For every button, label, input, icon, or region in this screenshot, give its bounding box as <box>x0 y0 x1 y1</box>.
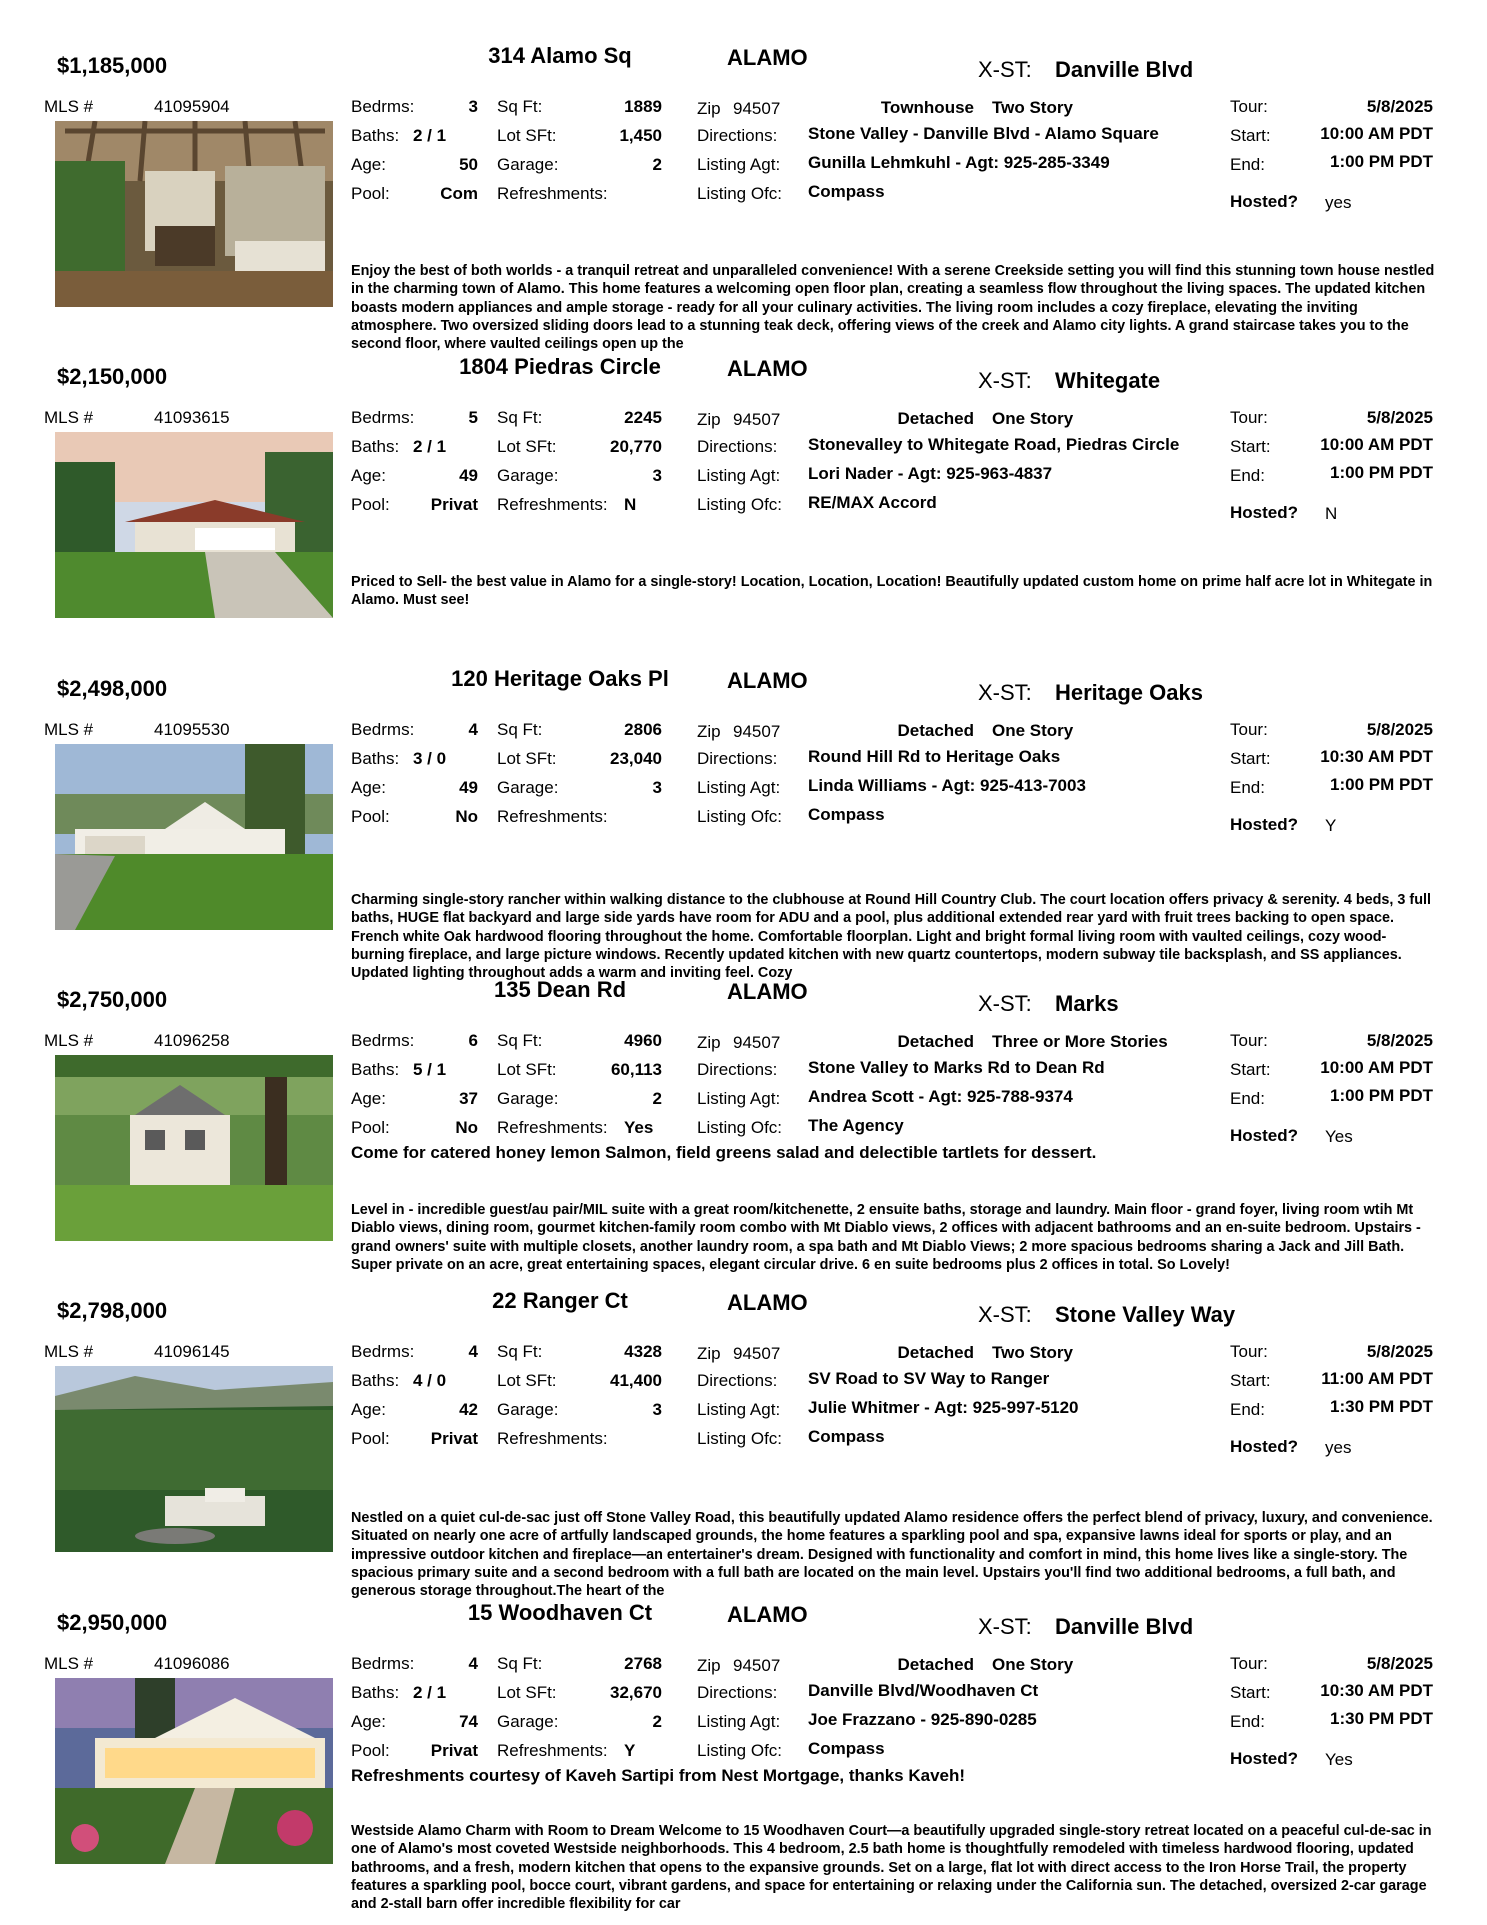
tour-date: 5/8/2025 <box>1366 1031 1433 1050</box>
hosted-value: Y <box>1325 816 1337 835</box>
directions-value: Round Hill Rd to Heritage Oaks <box>808 747 1061 766</box>
bedrooms-label: Bedrms: <box>351 1342 415 1361</box>
baths-value: 2 / 1 <box>413 437 447 456</box>
tour-label: Tour: <box>1230 1342 1268 1361</box>
start-time: 10:00 AM PDT <box>1320 435 1433 454</box>
pool-label: Pool: <box>351 1429 390 1448</box>
cross-street-value: Heritage Oaks <box>1055 680 1203 705</box>
listing-city: ALAMO <box>727 979 808 1004</box>
property-type: Detached <box>897 1343 974 1362</box>
listing-address: 135 Dean Rd <box>493 977 627 1002</box>
bedrooms-value: 4 <box>468 1654 478 1673</box>
lot-sqft-label: Lot SFt: <box>497 1060 557 1079</box>
end-label: End: <box>1230 1400 1265 1419</box>
lot-sqft-value: 60,113 <box>610 1060 662 1079</box>
garage-label: Garage: <box>497 155 559 174</box>
directions-value: SV Road to SV Way to Ranger <box>808 1369 1050 1388</box>
hosted-label: Hosted? <box>1230 1749 1298 1768</box>
lot-sqft-label: Lot SFt: <box>497 126 557 145</box>
listing-agent-value: Linda Williams - Agt: 925-413-7003 <box>808 776 1086 795</box>
listing-price: $2,498,000 <box>57 676 168 701</box>
lot-sqft-label: Lot SFt: <box>497 749 557 768</box>
start-time: 10:30 AM PDT <box>1320 747 1433 766</box>
hosted-value: yes <box>1325 193 1352 212</box>
tour-label: Tour: <box>1230 1031 1268 1050</box>
refreshments-value: N <box>624 495 637 514</box>
property-stories: One Story <box>992 409 1074 428</box>
listing-city: ALAMO <box>727 1290 808 1315</box>
age-value: 42 <box>459 1400 478 1419</box>
pool-value: Privat <box>430 495 478 514</box>
listing-description: Level in - incredible guest/au pair/MIL suite with a great room/kitchenette, 2 ensuite baths, storage and laundry. Main floor - grand foyer, living room wtih Mt Diablo views, dining room, gourmet kitchen-family room combo with Mt Diablo views, 2 offices with adjacent bathrooms and an en-suite bedroom. Upstairs - grand owners' suite with multiple closets, another laundry room, a spa bath and Mt Diablo Views; 2 more spacious bedrooms sharing a Jack and Jill Bath. Super private on an acre, great entertaining spaces, elegant circular drive. 6 en suite bedrooms plus 2 offices in total. So Lovely! <box>351 1202 1421 1273</box>
listing-card-2 <box>0 334 1487 639</box>
sqft-label: Sq Ft: <box>497 1031 543 1050</box>
listing-office-label: Listing Ofc: <box>697 807 783 826</box>
listing-price: $2,950,000 <box>57 1610 168 1635</box>
listing-city: ALAMO <box>727 1602 808 1627</box>
directions-label: Directions: <box>697 437 778 456</box>
baths-label: Baths: <box>351 1371 400 1390</box>
listing-address: 314 Alamo Sq <box>488 43 632 68</box>
directions-value: Stonevalley to Whitegate Road, Piedras Circle <box>808 435 1180 454</box>
listing-city: ALAMO <box>727 356 808 381</box>
refreshments-label: Refreshments: <box>497 1741 608 1760</box>
refreshments-label: Refreshments: <box>497 1429 608 1448</box>
garage-value: 2 <box>652 1089 662 1108</box>
cross-street-label: X-ST: <box>978 680 1032 705</box>
bedrooms-value: 4 <box>468 720 478 739</box>
end-label: End: <box>1230 155 1265 174</box>
tour-date: 5/8/2025 <box>1366 720 1433 739</box>
listing-description: Nestled on a quiet cul-de-sac just off Stone Valley Road, this beautifully updated Alamo residence offers the perfect blend of privacy, luxury, and convenience. Situated on nearly one acre of artfully landscaped grounds, the home features a sparkling pool and spa, expansive lawns ideal for sports or play, and an impressive outdoor kitchen and fireplace—an entertainer's dream. Designed with functionality and comfort in mind, this home lives like a single-story. The spacious primary suite and a second bedroom with a full bath are located on the main level. Upstairs you'll find two additional bedrooms, a full bath, and generous storage throughout.The heart of the <box>351 1510 1433 1600</box>
garage-value: 2 <box>652 155 662 174</box>
baths-value: 5 / 1 <box>413 1060 447 1079</box>
listing-office-label: Listing Ofc: <box>697 1429 783 1448</box>
mls-number: 41096086 <box>154 1654 230 1673</box>
sqft-value: 1889 <box>624 97 662 116</box>
bedrooms-value: 6 <box>468 1031 478 1050</box>
zip-label: Zip <box>697 410 721 429</box>
listing-agent-value: Julie Whitmer - Agt: 925-997-5120 <box>808 1398 1079 1417</box>
listing-office-label: Listing Ofc: <box>697 1118 783 1137</box>
listing-address: 15 Woodhaven Ct <box>467 1600 653 1625</box>
mls-label: MLS # <box>44 1031 94 1050</box>
listing-price: $1,185,000 <box>57 53 168 78</box>
sqft-value: 2806 <box>624 720 662 739</box>
tour-date: 5/8/2025 <box>1366 408 1433 427</box>
baths-label: Baths: <box>351 749 400 768</box>
listing-card-6 <box>0 1580 1487 1913</box>
property-type: Detached <box>897 1032 974 1051</box>
pool-value: Com <box>440 184 478 203</box>
listing-card-4 <box>0 957 1487 1273</box>
listing-office-value: Compass <box>808 182 885 201</box>
hosted-label: Hosted? <box>1230 192 1298 211</box>
age-value: 49 <box>459 778 478 797</box>
listing-office-value: Compass <box>808 1739 885 1758</box>
age-label: Age: <box>351 155 386 174</box>
cross-street-value: Danville Blvd <box>1055 57 1194 82</box>
lot-sqft-label: Lot SFt: <box>497 1683 557 1702</box>
end-label: End: <box>1230 1712 1265 1731</box>
directions-value: Stone Valley - Danville Blvd - Alamo Square <box>808 124 1159 143</box>
directions-label: Directions: <box>697 749 778 768</box>
listing-agent-label: Listing Agt: <box>697 155 781 174</box>
listing-agent-label: Listing Agt: <box>697 1400 781 1419</box>
listing-agent-value: Andrea Scott - Agt: 925-788-9374 <box>808 1087 1073 1106</box>
start-label: Start: <box>1230 749 1271 768</box>
zip-label: Zip <box>697 99 721 118</box>
bedrooms-label: Bedrms: <box>351 720 415 739</box>
property-stories: Two Story <box>992 98 1073 117</box>
start-label: Start: <box>1230 1371 1271 1390</box>
age-label: Age: <box>351 1712 386 1731</box>
pool-label: Pool: <box>351 184 390 203</box>
baths-value: 3 / 0 <box>413 749 447 768</box>
directions-value: Stone Valley to Marks Rd to Dean Rd <box>808 1058 1105 1077</box>
end-time: 1:30 PM PDT <box>1330 1397 1433 1416</box>
sqft-label: Sq Ft: <box>497 97 543 116</box>
zip-value: 94507 <box>733 99 781 118</box>
baths-value: 2 / 1 <box>413 1683 447 1702</box>
age-label: Age: <box>351 778 386 797</box>
refreshments-label: Refreshments: <box>497 495 608 514</box>
sqft-label: Sq Ft: <box>497 408 543 427</box>
listing-description: Priced to Sell- the best value in Alamo for a single-story! Location, Location, Location! Beautifully updated custom home on prime half acre lot in Whitegate in Alamo. Must see! <box>351 574 1433 609</box>
garage-value: 3 <box>652 1400 662 1419</box>
listing-price: $2,150,000 <box>57 364 168 389</box>
hosted-label: Hosted? <box>1230 503 1298 522</box>
listing-card-3 <box>0 646 1487 982</box>
garage-value: 3 <box>652 778 662 797</box>
start-time: 10:30 AM PDT <box>1320 1681 1433 1700</box>
tour-date: 5/8/2025 <box>1366 1654 1433 1673</box>
sqft-value: 4328 <box>624 1342 662 1361</box>
age-value: 74 <box>459 1712 478 1731</box>
end-label: End: <box>1230 1089 1265 1108</box>
end-time: 1:00 PM PDT <box>1330 463 1433 482</box>
tour-date: 5/8/2025 <box>1366 1342 1433 1361</box>
baths-label: Baths: <box>351 1683 400 1702</box>
start-time: 10:00 AM PDT <box>1320 1058 1433 1077</box>
listing-card-5 <box>0 1268 1487 1600</box>
hosted-value: yes <box>1325 1438 1352 1457</box>
baths-value: 2 / 1 <box>413 126 447 145</box>
pool-value: No <box>455 807 478 826</box>
property-stories: Two Story <box>992 1343 1073 1362</box>
listing-card-1 <box>0 23 1487 353</box>
start-label: Start: <box>1230 126 1271 145</box>
pool-label: Pool: <box>351 495 390 514</box>
lot-sqft-label: Lot SFt: <box>497 1371 557 1390</box>
listing-photo <box>55 1678 333 1864</box>
garage-value: 2 <box>652 1712 662 1731</box>
mls-label: MLS # <box>44 408 94 427</box>
mls-label: MLS # <box>44 1654 94 1673</box>
cross-street-label: X-ST: <box>978 1302 1032 1327</box>
sqft-label: Sq Ft: <box>497 1654 543 1673</box>
pool-label: Pool: <box>351 1118 390 1137</box>
directions-label: Directions: <box>697 1060 778 1079</box>
mls-number: 41093615 <box>154 408 230 427</box>
garage-label: Garage: <box>497 1712 559 1731</box>
garage-value: 3 <box>652 466 662 485</box>
listing-agent-label: Listing Agt: <box>697 1089 781 1108</box>
directions-label: Directions: <box>697 126 778 145</box>
property-type: Townhouse <box>880 98 974 117</box>
hosted-label: Hosted? <box>1230 1437 1298 1456</box>
lot-sqft-value: 20,770 <box>610 437 662 456</box>
end-time: 1:00 PM PDT <box>1330 152 1433 171</box>
listing-address: 22 Ranger Ct <box>492 1288 628 1313</box>
baths-label: Baths: <box>351 126 400 145</box>
property-stories: Three or More Stories <box>992 1032 1168 1051</box>
baths-label: Baths: <box>351 1060 400 1079</box>
property-stories: One Story <box>992 721 1074 740</box>
listing-address: 1804 Piedras Circle <box>459 354 661 379</box>
listing-agent-label: Listing Agt: <box>697 778 781 797</box>
cross-street-label: X-ST: <box>978 57 1032 82</box>
sqft-label: Sq Ft: <box>497 1342 543 1361</box>
tour-label: Tour: <box>1230 97 1268 116</box>
listing-description: Westside Alamo Charm with Room to Dream Welcome to 15 Woodhaven Court—a beautifully upgraded single-story retreat located on a peaceful cul-de-sac in one of Alamo's most coveted Westside neighborhoods. This 4 bedroom, 2.5 bath home is thoughtfully remodeled with timeless hardwood flooring, updated bathrooms, and a fresh, modern kitchen that opens to the expansive grounds. Set on a large, flat lot with direct access to the Iron Horse Trail, the property features a sparkling pool, bocce court, vibrant gardens, and space for entertaining or relaxing under the California sun. The detached, oversized 2-car garage and 2-stall barn offer incredible flexibility for car <box>351 1823 1432 1913</box>
cross-street-value: Whitegate <box>1055 368 1161 393</box>
refreshments-label: Refreshments: <box>497 807 608 826</box>
lot-sqft-value: 1,450 <box>619 126 662 145</box>
directions-value: Danville Blvd/Woodhaven Ct <box>808 1681 1039 1700</box>
bedrooms-label: Bedrms: <box>351 408 415 427</box>
tour-label: Tour: <box>1230 720 1268 739</box>
listing-agent-label: Listing Agt: <box>697 466 781 485</box>
listing-office-value: The Agency <box>808 1116 904 1135</box>
garage-label: Garage: <box>497 1089 559 1108</box>
hosted-value: N <box>1325 504 1338 523</box>
hosted-value: Yes <box>1325 1750 1353 1769</box>
mls-label: MLS # <box>44 1342 94 1361</box>
start-label: Start: <box>1230 437 1271 456</box>
listing-agent-label: Listing Agt: <box>697 1712 781 1731</box>
age-value: 50 <box>459 155 478 174</box>
mls-number: 41095530 <box>154 720 230 739</box>
listing-office-label: Listing Ofc: <box>697 184 783 203</box>
mls-label: MLS # <box>44 720 94 739</box>
property-type: Detached <box>897 721 974 740</box>
hosted-label: Hosted? <box>1230 1126 1298 1145</box>
lot-sqft-value: 41,400 <box>610 1371 662 1390</box>
listing-photo <box>55 1366 333 1552</box>
refreshments-value: Y <box>624 1741 636 1760</box>
lot-sqft-value: 23,040 <box>610 749 662 768</box>
listing-office-value: Compass <box>808 805 885 824</box>
zip-label: Zip <box>697 1656 721 1675</box>
pool-value: No <box>455 1118 478 1137</box>
pool-value: Privat <box>430 1429 478 1448</box>
end-label: End: <box>1230 778 1265 797</box>
end-time: 1:00 PM PDT <box>1330 775 1433 794</box>
end-label: End: <box>1230 466 1265 485</box>
cross-street-label: X-ST: <box>978 991 1032 1016</box>
start-time: 11:00 AM PDT <box>1321 1369 1433 1388</box>
hosted-label: Hosted? <box>1230 815 1298 834</box>
start-label: Start: <box>1230 1683 1271 1702</box>
age-value: 37 <box>459 1089 478 1108</box>
pool-label: Pool: <box>351 807 390 826</box>
age-label: Age: <box>351 1089 386 1108</box>
property-type: Detached <box>897 409 974 428</box>
cross-street-value: Danville Blvd <box>1055 1614 1194 1639</box>
tour-label: Tour: <box>1230 1654 1268 1673</box>
end-time: 1:00 PM PDT <box>1330 1086 1433 1105</box>
listing-office-value: Compass <box>808 1427 885 1446</box>
directions-label: Directions: <box>697 1683 778 1702</box>
hosted-value: Yes <box>1325 1127 1353 1146</box>
listing-agent-value: Joe Frazzano - 925-890-0285 <box>808 1710 1037 1729</box>
cross-street-label: X-ST: <box>978 1614 1032 1639</box>
listing-photo <box>55 744 333 930</box>
listing-city: ALAMO <box>727 45 808 70</box>
tour-date: 5/8/2025 <box>1366 97 1433 116</box>
zip-value: 94507 <box>733 1656 781 1675</box>
listing-office-value: RE/MAX Accord <box>808 493 937 512</box>
tour-label: Tour: <box>1230 408 1268 427</box>
mls-number: 41095904 <box>154 97 230 116</box>
listing-price: $2,750,000 <box>57 987 168 1012</box>
garage-label: Garage: <box>497 466 559 485</box>
zip-value: 94507 <box>733 722 781 741</box>
mls-number: 41096145 <box>154 1342 230 1361</box>
bedrooms-value: 5 <box>468 408 478 427</box>
age-label: Age: <box>351 1400 386 1419</box>
listing-remark: Come for catered honey lemon Salmon, field greens salad and delectible tartlets for dessert. <box>351 1143 1097 1162</box>
cross-street-value: Stone Valley Way <box>1055 1302 1236 1327</box>
zip-value: 94507 <box>733 1344 781 1363</box>
listing-office-label: Listing Ofc: <box>697 1741 783 1760</box>
bedrooms-label: Bedrms: <box>351 97 415 116</box>
sqft-value: 2245 <box>624 408 662 427</box>
zip-label: Zip <box>697 1033 721 1052</box>
listing-agent-value: Lori Nader - Agt: 925-963-4837 <box>808 464 1053 483</box>
property-type: Detached <box>897 1655 974 1674</box>
bedrooms-label: Bedrms: <box>351 1031 415 1050</box>
baths-label: Baths: <box>351 437 400 456</box>
bedrooms-value: 3 <box>468 97 478 116</box>
zip-label: Zip <box>697 1344 721 1363</box>
sqft-value: 4960 <box>624 1031 662 1050</box>
lot-sqft-value: 32,670 <box>610 1683 662 1702</box>
garage-label: Garage: <box>497 1400 559 1419</box>
directions-label: Directions: <box>697 1371 778 1390</box>
zip-label: Zip <box>697 722 721 741</box>
sqft-label: Sq Ft: <box>497 720 543 739</box>
age-label: Age: <box>351 466 386 485</box>
listing-photo <box>55 432 333 618</box>
listing-description: Enjoy the best of both worlds - a tranquil retreat and unparalleled convenience! With a serene Creekside setting you will find this stunning town house nestled in the charming town of Alamo. This home features a welcoming open floor plan, creating a seamless flow throughout the living spaces. The updated kitchen boasts modern appliances and ample storage - ready for all your culinary activities. The living room includes a cozy fireplace, elevating the inviting atmosphere. Two oversized sliding doors lead to a stunning teak deck, offering views of the creek and Alamo city lights. A grand staircase takes you to the second floor, where vaulted ceilings open up the <box>351 263 1435 353</box>
start-label: Start: <box>1230 1060 1271 1079</box>
pool-value: Privat <box>430 1741 478 1760</box>
listing-price: $2,798,000 <box>57 1298 168 1323</box>
lot-sqft-label: Lot SFt: <box>497 437 557 456</box>
sqft-value: 2768 <box>624 1654 662 1673</box>
mls-label: MLS # <box>44 97 94 116</box>
garage-label: Garage: <box>497 778 559 797</box>
listing-description: Charming single-story rancher within walking distance to the clubhouse at Round Hill Country Club. The court location offers privacy & serenity. 4 beds, 3 full baths, HUGE flat backyard and large side yards have room for ADU and a pool, plus additional extended rear yard with fruit trees backing to open space. French white Oak hardwood flooring throughout the home. Comfortable floorplan. Light and bright formal living room with vaulted ceilings, cozy wood-burning fireplace, and large picture windows. Recently updated kitchen with new quartz countertops, modern subway tile backsplash, and SS appliances. Updated lighting throughout adds a warm and inviting feel. Cozy <box>351 892 1431 982</box>
baths-value: 4 / 0 <box>413 1371 447 1390</box>
bedrooms-label: Bedrms: <box>351 1654 415 1673</box>
property-stories: One Story <box>992 1655 1074 1674</box>
mls-number: 41096258 <box>154 1031 230 1050</box>
listing-office-label: Listing Ofc: <box>697 495 783 514</box>
refreshments-label: Refreshments: <box>497 1118 608 1137</box>
cross-street-value: Marks <box>1055 991 1119 1016</box>
zip-value: 94507 <box>733 1033 781 1052</box>
pool-label: Pool: <box>351 1741 390 1760</box>
zip-value: 94507 <box>733 410 781 429</box>
listing-photo <box>55 1055 333 1241</box>
listing-address: 120 Heritage Oaks Pl <box>451 666 669 691</box>
age-value: 49 <box>459 466 478 485</box>
listing-agent-value: Gunilla Lehmkuhl - Agt: 925-285-3349 <box>808 153 1110 172</box>
bedrooms-value: 4 <box>468 1342 478 1361</box>
refreshments-label: Refreshments: <box>497 184 608 203</box>
start-time: 10:00 AM PDT <box>1320 124 1433 143</box>
cross-street-label: X-ST: <box>978 368 1032 393</box>
listing-city: ALAMO <box>727 668 808 693</box>
listing-remark: Refreshments courtesy of Kaveh Sartipi from Nest Mortgage, thanks Kaveh! <box>351 1766 966 1785</box>
listing-photo <box>55 121 333 307</box>
refreshments-value: Yes <box>624 1118 654 1137</box>
end-time: 1:30 PM PDT <box>1330 1709 1433 1728</box>
